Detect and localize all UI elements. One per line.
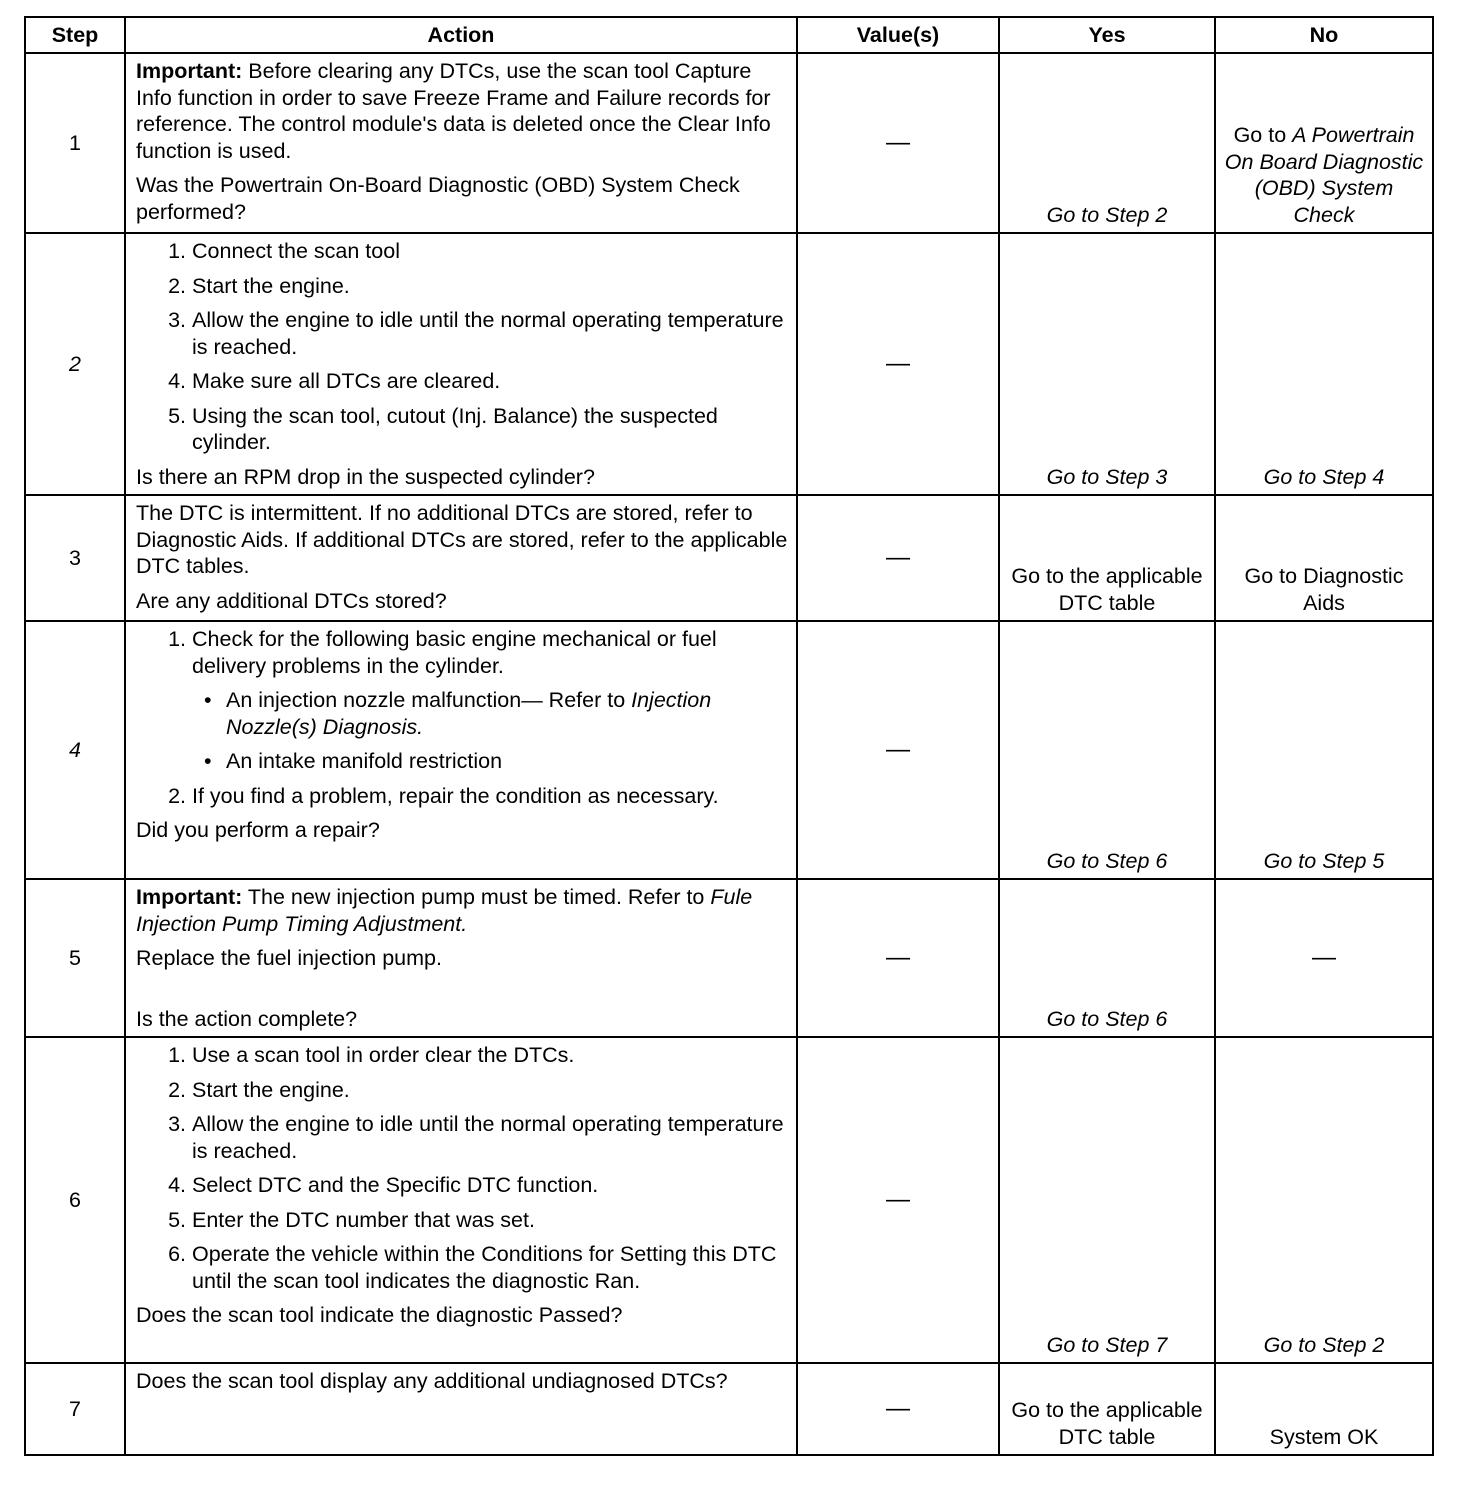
important-text: The new injection pump must be timed. Refer to [242, 885, 711, 909]
table-row [25, 879, 1433, 1037]
header-step: Step [25, 17, 125, 53]
values-cell: — [797, 879, 999, 1037]
action-cell [125, 1037, 797, 1363]
list-item-text: Check for the following basic engine mechanical or fuel delivery problems in the cylinder. [192, 627, 717, 678]
table-row [25, 53, 1433, 233]
no-prefix: Go to [1233, 123, 1293, 147]
list-item: 1. Use a scan tool in order clear the DTCs. [192, 1042, 788, 1069]
important-text: Before clearing any DTCs, use the scan tool Capture Info function in order to save Freeze Frame and Failure records for reference. The control module's data is deleted once the Clear Info function is used. [136, 59, 771, 163]
yes-cell: Go to the applicable DTC table [999, 1363, 1215, 1455]
list-item [192, 626, 788, 775]
no-cell: Go to Step 5 [1215, 621, 1433, 879]
question-text: Was the Powertrain On-Board Diagnostic (OBD) System Check performed? [136, 173, 740, 224]
bullet-link: Injection Nozzle(s) Diagnosis. [226, 688, 712, 739]
bullet-item [226, 687, 788, 740]
question-text: Is the action complete? [136, 1006, 358, 1031]
diagnostic-table [24, 16, 1434, 1456]
question-text: Are any additional DTCs stored? [136, 588, 447, 613]
important-label: Important: [136, 885, 243, 909]
no-cell [1215, 53, 1433, 233]
header-no: No [1215, 17, 1433, 53]
action-cell [125, 879, 797, 1037]
no-cell: Go to Step 2 [1215, 1037, 1433, 1363]
action-cell [125, 495, 797, 621]
yes-cell: Go to Step 6 [999, 621, 1215, 879]
no-cell: Go to Step 4 [1215, 233, 1433, 495]
no-cell: — [1215, 879, 1433, 1037]
values-cell: — [797, 621, 999, 879]
question-text: Does the scan tool display any additional undiagnosed DTCs? [136, 1369, 728, 1393]
list-item: 1. Connect the scan tool [192, 238, 788, 265]
values-cell: — [797, 53, 999, 233]
yes-cell: Go to Step 6 [999, 879, 1215, 1037]
step-number: 7 [25, 1363, 125, 1455]
bullet-text: An injection nozzle malfunction— Refer to [226, 688, 632, 712]
list-item: 2. Start the engine. [192, 273, 788, 300]
step-number: 1 [25, 53, 125, 233]
list-item: 2. Start the engine. [192, 1077, 788, 1104]
header-yes: Yes [999, 17, 1215, 53]
question-text: Did you perform a repair? [136, 818, 380, 842]
list-item: 5. Using the scan tool, cutout (Inj. Balance) the suspected cylinder. [192, 403, 788, 456]
header-action: Action [125, 17, 797, 53]
no-cell: System OK [1215, 1363, 1433, 1455]
table-row [25, 1363, 1433, 1455]
action-cell [125, 621, 797, 879]
step-number: 3 [25, 495, 125, 621]
step-number: 2 [25, 233, 125, 495]
list-item: 5. Enter the DTC number that was set. [192, 1207, 788, 1234]
step-number: 4 [25, 621, 125, 879]
question-text: Does the scan tool indicate the diagnostic Passed? [136, 1303, 623, 1327]
table-row [25, 495, 1433, 621]
table-row [25, 621, 1433, 879]
no-cell: Go to Diagnostic Aids [1215, 495, 1433, 621]
action-cell [125, 1363, 797, 1455]
list-item: 3. Allow the engine to idle until the normal operating temperature is reached. [192, 307, 788, 360]
no-link: A Powertrain On Board Diagnostic (OBD) System Check [1224, 123, 1424, 227]
table-row [25, 1037, 1433, 1363]
yes-cell: Go to Step 7 [999, 1037, 1215, 1363]
table-header-row [25, 17, 1433, 53]
step-number: 5 [25, 879, 125, 1037]
question-text: Is there an RPM drop in the suspected cylinder? [136, 464, 595, 489]
yes-cell: Go to the applicable DTC table [999, 495, 1215, 621]
info-text: Replace the fuel injection pump. [136, 946, 442, 970]
list-item: 4. Make sure all DTCs are cleared. [192, 368, 788, 395]
values-cell: — [797, 233, 999, 495]
list-item: 3. Allow the engine to idle until the normal operating temperature is reached. [192, 1111, 788, 1164]
action-cell [125, 233, 797, 495]
info-text: The DTC is intermittent. If no additional DTCs are stored, refer to Diagnostic Aids. If additional DTCs are stored, refer to the applicable DTC tables. [136, 501, 788, 578]
list-item: 4. Select DTC and the Specific DTC function. [192, 1172, 788, 1199]
action-cell [125, 53, 797, 233]
header-values: Value(s) [797, 17, 999, 53]
list-item: 6. Operate the vehicle within the Conditions for Setting this DTC until the scan tool indicates the diagnostic Ran. [192, 1241, 788, 1294]
values-cell: — [797, 1037, 999, 1363]
table-row [25, 233, 1433, 495]
values-cell: — [797, 1363, 999, 1455]
values-cell: — [797, 495, 999, 621]
bullet-item: • An intake manifold restriction [226, 748, 788, 775]
yes-cell: Go to Step 3 [999, 233, 1215, 495]
yes-cell: Go to Step 2 [999, 53, 1215, 233]
important-link: Fule Injection Pump Timing Adjustment. [136, 885, 753, 936]
step-number: 6 [25, 1037, 125, 1363]
list-item: 2. If you find a problem, repair the condition as necessary. [192, 783, 788, 810]
important-label: Important: [136, 59, 243, 83]
